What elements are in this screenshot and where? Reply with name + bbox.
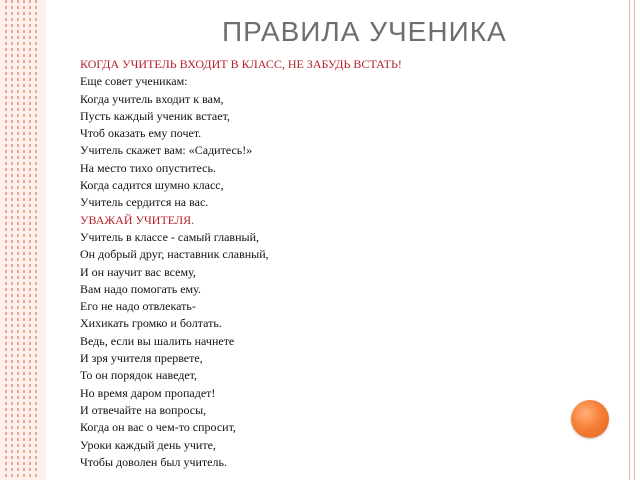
border-stripe [5, 0, 7, 480]
border-stripe [29, 0, 31, 480]
poem-line: Но время даром пропадет! [80, 385, 216, 400]
poem-line: Когда он вас о чем-то спросит, [80, 420, 236, 435]
slide-title: ПРАВИЛА УЧЕНИКА [222, 16, 507, 47]
poem-line: Вам надо помогать ему. [80, 281, 201, 296]
poem-line: И зря учителя прервете, [80, 351, 203, 366]
poem-line: И отвечайте на вопросы, [80, 402, 207, 417]
heading-line: КОГДА УЧИТЕЛЬ ВХОДИТ В КЛАСС, НЕ ЗАБУДЬ ВСТАТЬ! [80, 57, 402, 71]
poem-line: Чтоб оказать ему почет. [80, 126, 202, 141]
heading-line: УВАЖАЙ УЧИТЕЛЯ. [80, 212, 195, 227]
poem-line: И он научит вас всему, [80, 264, 196, 279]
poem-line: Хихикать громко и болтать. [80, 316, 222, 331]
right-border-line [634, 0, 635, 480]
poem-line: Когда садится шумно класс, [80, 178, 224, 193]
border-stripe [23, 0, 25, 480]
poem-line: Его не надо отвлекать- [80, 299, 196, 314]
poem-line: Уроки каждый день учите, [80, 437, 216, 452]
poem-text [80, 56, 580, 471]
poem-line: Когда учитель входит к вам, [80, 91, 224, 106]
orange-circle-decoration [571, 400, 609, 438]
border-stripe [35, 0, 37, 480]
poem-line: Пусть каждый ученик встает, [80, 108, 230, 123]
poem-line: Ведь, если вы шалить начнете [80, 333, 235, 348]
right-border-line [629, 0, 630, 480]
poem-line: Он добрый друг, наставник славный, [80, 247, 269, 262]
border-stripe [17, 0, 19, 480]
poem-line: Учитель в классе - самый главный, [80, 229, 259, 244]
poem-line: Еще совет ученикам: [80, 74, 188, 89]
poem-line: Учитель сердится на вас. [80, 195, 209, 210]
poem-line: Учитель скажет вам: «Садитесь!» [80, 143, 253, 158]
poem-line: То он порядок наведет, [80, 368, 198, 383]
poem-line: Чтобы доволен был учитель. [80, 454, 227, 469]
left-decorative-border [0, 0, 46, 480]
border-stripe [11, 0, 13, 480]
poem-line: На место тихо опуститесь. [80, 160, 216, 175]
